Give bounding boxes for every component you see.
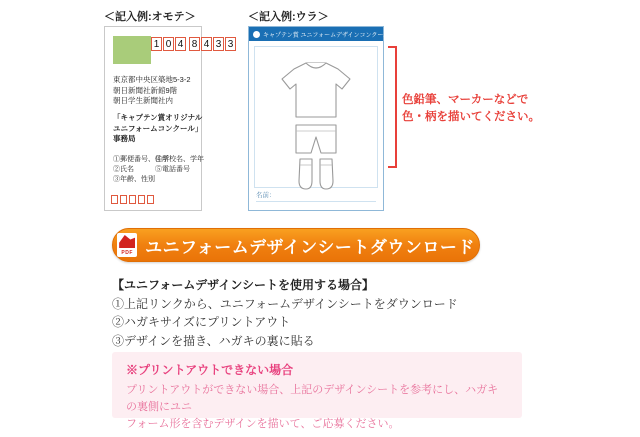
name-field-label: 名前： [256, 190, 376, 202]
pdf-icon-label: PDF [121, 250, 133, 256]
stamp-placeholder [113, 36, 151, 64]
back-example-block [248, 8, 390, 199]
zip-digit: 1 [151, 37, 162, 51]
postal-mark [120, 195, 127, 204]
item-line: ④学校名、学年 [155, 156, 204, 163]
download-design-sheet-button[interactable] [112, 228, 480, 262]
printout-note-box [112, 352, 522, 430]
annotation-line: 色・柄を描いてください。 [402, 111, 540, 123]
item-line: ③年齢、性別 [113, 176, 155, 183]
pdf-icon [117, 233, 137, 257]
front-office-name [113, 113, 202, 145]
front-postcard [104, 26, 234, 211]
postal-mark [129, 195, 136, 204]
instruction-step: ①上記リンクから、ユニフォームデザインシートをダウンロード [112, 296, 458, 311]
postal-mark [147, 195, 154, 204]
instruction-step: ②ハガキサイズにプリントアウト [112, 315, 291, 329]
zip-digit: 3 [225, 37, 236, 51]
download-button-label: ユニフォームデザインシートダウンロード [145, 237, 475, 257]
download-button-wrapper [112, 228, 480, 262]
zip-digit: 4 [175, 37, 186, 51]
zip-code-boxes [151, 37, 237, 51]
front-example-caption: ＜記入例:オモテ＞ [104, 11, 196, 23]
item-line: ②氏名 [113, 166, 134, 173]
address-line: 朝日学生新聞社内 [113, 96, 173, 105]
red-bracket [388, 46, 397, 168]
postal-code-marks [111, 195, 156, 204]
note-body [126, 382, 508, 433]
postal-mark [138, 195, 145, 204]
back-postcard [248, 26, 390, 211]
coloring-annotation [402, 92, 540, 126]
zip-digit: 8 [189, 37, 200, 51]
office-line: 「キャプテン賞オリジナル [113, 113, 203, 122]
back-header-text: キャプテン賞 ユニフォームデザインコンクール [263, 32, 390, 39]
design-sheet-area [254, 46, 378, 188]
front-required-items [113, 155, 204, 185]
note-line: プリントアウトができない場合、上記のデザインシートを参考にし、ハガキの裏側にユニ [126, 384, 499, 413]
item-line: ①郵便番号、住所 [113, 156, 169, 163]
note-line: フォーム形を含むデザインを描いて、ご応募ください。 [126, 418, 400, 430]
uniform-illustration [266, 55, 366, 200]
back-example-caption: ＜記入例:ウラ＞ [248, 11, 329, 23]
front-example-block [104, 8, 234, 183]
instruction-step: ③デザインを描き、ハガキの裏に貼る [112, 333, 315, 348]
pdf-swoosh-shape [119, 235, 135, 248]
postal-mark [111, 195, 118, 204]
office-line: 事務局 [113, 134, 136, 143]
circle-logo-icon [253, 31, 260, 38]
address-line: 東京都中央区築地5-3-2 [113, 75, 191, 84]
front-address [113, 75, 191, 107]
zip-digit: 4 [201, 37, 212, 51]
zip-digit: 3 [213, 37, 224, 51]
note-title: ※プリントアウトできない場合 [126, 363, 294, 377]
item-line: ⑤電話番号 [155, 166, 190, 173]
zip-digit: 0 [163, 37, 174, 51]
office-line: ユニフォームコンクール」 [113, 123, 203, 133]
instructions-title: 【ユニフォームデザインシートを使用する場合】 [112, 278, 375, 292]
instructions-block [112, 276, 532, 350]
annotation-line: 色鉛筆、マーカーなどで [402, 94, 529, 106]
address-line: 朝日新聞社新館9階 [113, 85, 178, 95]
item-column-two [155, 155, 204, 175]
back-postcard-header [249, 27, 390, 41]
